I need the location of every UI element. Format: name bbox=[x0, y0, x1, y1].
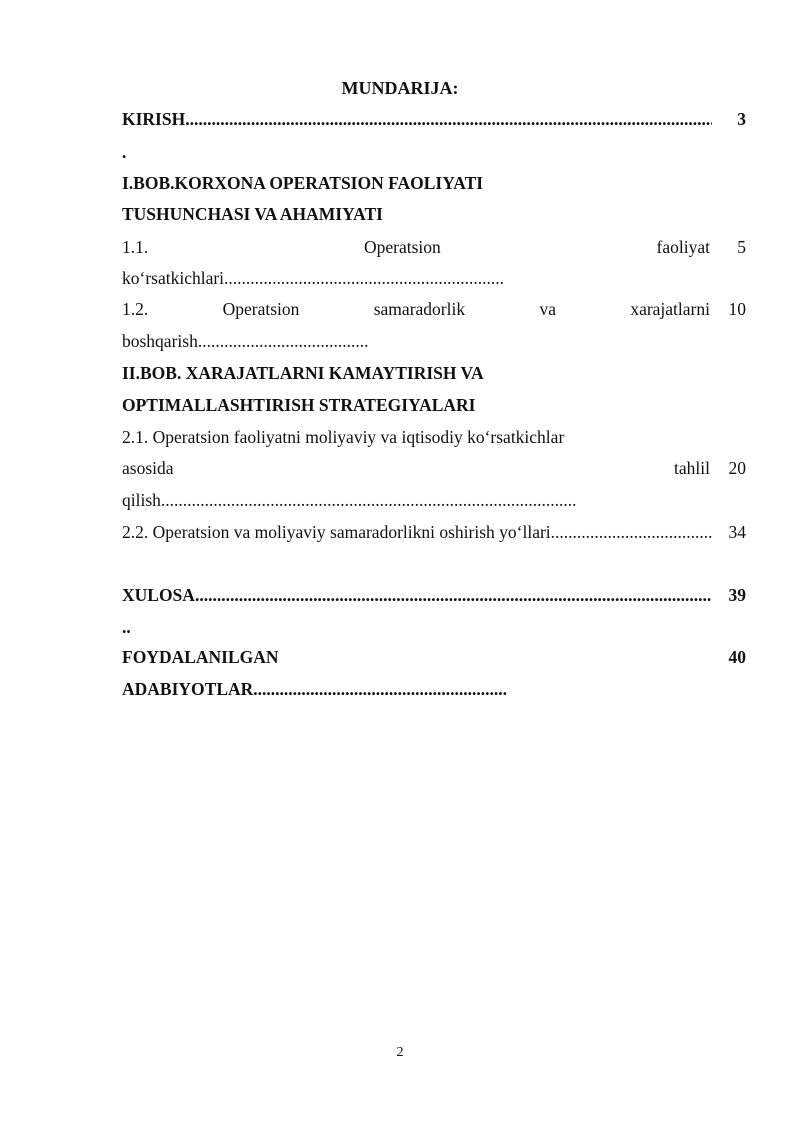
toc-word: 1.2. bbox=[122, 299, 149, 319]
toc-word: Operatsion bbox=[222, 299, 300, 319]
leader-dots bbox=[195, 584, 712, 606]
toc-word: faoliyat bbox=[656, 237, 710, 257]
toc-page-number: 10 bbox=[728, 299, 746, 319]
toc-entry-2-1[interactable]: 2.1. Operatsion faoliyatni moliyaviy va iqtisodiy ko‘rsatkichlar bbox=[122, 427, 565, 447]
toc-page-number: 20 bbox=[728, 458, 746, 478]
toc-entry-1-2-cont[interactable]: boshqarish....................................... bbox=[122, 331, 369, 351]
toc-entry-label: FOYDALANILGAN bbox=[122, 647, 279, 667]
toc-entry-label: 2.2. Operatsion va moliyaviy samaradorlikni oshirish yo‘llari bbox=[122, 522, 551, 542]
toc-page-number: 34 bbox=[728, 522, 746, 542]
toc-entry-adabiyotlar[interactable] bbox=[122, 646, 746, 668]
toc-word: asosida bbox=[122, 458, 174, 478]
toc-entry-label: KIRISH bbox=[122, 109, 186, 129]
toc-word: xarajatlarni bbox=[630, 299, 710, 319]
toc-word: tahlil bbox=[674, 458, 710, 478]
toc-heading: MUNDARIJA: bbox=[341, 78, 459, 98]
toc-word: 1.1. bbox=[122, 237, 149, 257]
toc-page-number: 39 bbox=[728, 585, 746, 605]
leader-dots bbox=[185, 108, 712, 130]
toc-entry-2-2[interactable] bbox=[122, 521, 746, 543]
toc-entry-label: XULOSA bbox=[122, 585, 195, 605]
toc-entry-2-1-cont[interactable] bbox=[122, 457, 746, 479]
toc-stray-dots: .. bbox=[122, 617, 131, 637]
toc-entry-xulosa[interactable] bbox=[122, 584, 746, 606]
toc-page-number: 5 bbox=[737, 237, 746, 257]
toc-entry-1-1[interactable] bbox=[122, 236, 746, 258]
leader-dots bbox=[551, 521, 712, 543]
toc-word: va bbox=[539, 299, 556, 319]
chapter-2-title-line1[interactable]: II.BOB. XARAJATLARNI KAMAYTIRISH VA bbox=[122, 363, 484, 383]
page-number: 2 bbox=[396, 1045, 404, 1060]
toc-entry-1-2[interactable] bbox=[122, 298, 746, 320]
chapter-1-title-line2[interactable]: TUSHUNCHASI VA AHAMIYATI bbox=[122, 204, 383, 224]
toc-page-number: 40 bbox=[728, 647, 746, 667]
toc-stray-dot: . bbox=[122, 142, 127, 162]
toc-entry-adabiyotlar-cont[interactable]: ADABIYOTLAR.......................................................... bbox=[122, 679, 508, 699]
toc-word: samaradorlik bbox=[373, 299, 466, 319]
toc-page-number: 3 bbox=[737, 109, 746, 129]
toc-word: Operatsion bbox=[364, 237, 441, 257]
toc-entry-kirish[interactable] bbox=[122, 108, 746, 130]
toc-entry-1-1-cont[interactable]: ko‘rsatkichlari................................................................ bbox=[122, 268, 505, 288]
chapter-1-title-line1[interactable]: I.BOB.KORXONA OPERATSION FAOLIYATI bbox=[122, 173, 484, 193]
toc-entry-2-1-cont2[interactable]: qilish............................................................................................... bbox=[122, 490, 577, 510]
chapter-2-title-line2[interactable]: OPTIMALLASHTIRISH STRATEGIYALARI bbox=[122, 395, 476, 415]
